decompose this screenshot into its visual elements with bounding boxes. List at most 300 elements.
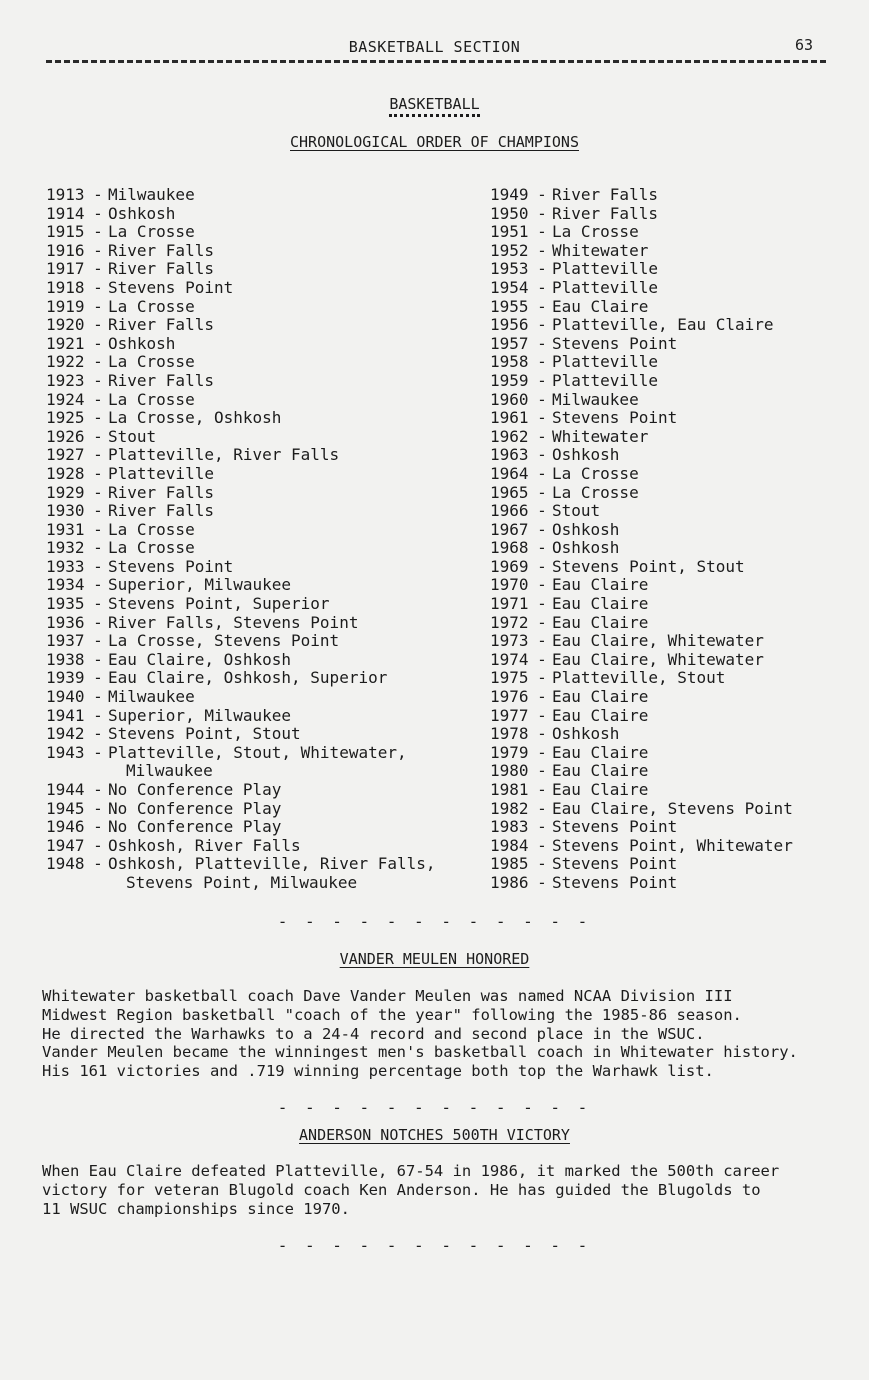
dash-separator: - [537, 835, 547, 855]
champion-entry [46, 391, 436, 410]
dash-separator: - [93, 687, 103, 707]
champion-team: No Conference Play [108, 817, 282, 837]
champion-year: 1947 [46, 835, 85, 855]
dash-separator: - [93, 203, 103, 223]
champion-team: River Falls [108, 259, 214, 279]
champion-entry [490, 205, 793, 224]
dash-separator: - [93, 240, 103, 260]
champion-year: 1929 [46, 482, 85, 502]
champion-year: 1941 [46, 705, 85, 725]
champion-year: 1972 [490, 612, 529, 632]
champion-team: Eau Claire [552, 296, 649, 316]
champion-entry [490, 688, 793, 707]
champion-team: La Crosse [108, 222, 195, 242]
champion-team: Stevens Point [552, 817, 678, 837]
champion-year: 1965 [490, 482, 529, 502]
dash-separator: - [93, 315, 103, 335]
dash-separator: - [93, 463, 103, 483]
champion-entry [46, 651, 436, 670]
champion-team: Platteville [552, 259, 658, 279]
article-heading-anderson [0, 1126, 869, 1144]
champion-team: Stevens Point, Stout [108, 724, 301, 744]
champion-entry [490, 725, 793, 744]
dash-separator: - [93, 780, 103, 799]
champion-team: Platteville, River Falls [108, 445, 340, 465]
champion-entry [490, 521, 793, 540]
champion-entry [490, 409, 793, 428]
champion-entry [490, 744, 793, 763]
champion-year: 1943 [46, 742, 85, 762]
dash-separator: - [93, 185, 103, 204]
dash-separator: - [537, 631, 547, 651]
dash-separator: - [93, 408, 103, 428]
dash-separator: - [93, 519, 103, 539]
champion-team: River Falls [108, 482, 214, 502]
champion-year: 1916 [46, 240, 85, 260]
dash-separator: - [537, 426, 547, 446]
champion-entry [490, 372, 793, 391]
champion-entry [490, 260, 793, 279]
dash-separator: - [537, 240, 547, 260]
champion-year: 1950 [490, 203, 529, 223]
dash-separator: - [537, 705, 547, 725]
champion-team: Eau Claire [552, 761, 649, 781]
dash-separator: - [93, 538, 103, 558]
champion-year: 1964 [490, 463, 529, 483]
champion-entry [46, 688, 436, 707]
champion-team: Stevens Point [552, 333, 678, 353]
dash-separator: - [93, 742, 103, 762]
champion-entry [490, 316, 793, 335]
champion-team-continuation: Stevens Point, Milwaukee [126, 872, 358, 892]
champion-year: 1946 [46, 817, 85, 837]
champion-entry [46, 316, 436, 335]
dash-separator: - [537, 445, 547, 465]
dash-separator: - [537, 724, 547, 744]
champion-team: Platteville [552, 277, 658, 297]
champion-entry [46, 298, 436, 317]
champion-team: Milwaukee [108, 687, 195, 707]
champion-entry [46, 353, 436, 372]
dash-separator: - [537, 333, 547, 353]
champion-entry [46, 446, 436, 465]
champion-entry [490, 298, 793, 317]
champion-entry [46, 707, 436, 726]
champion-team: Stevens Point, Superior [108, 594, 330, 614]
champion-entry [490, 632, 793, 651]
champion-team: Eau Claire, Oshkosh [108, 649, 292, 669]
champion-entry [490, 223, 793, 242]
champion-entry [46, 242, 436, 261]
champion-entry [490, 279, 793, 298]
dash-separator: - [537, 649, 547, 669]
champion-entry [490, 484, 793, 503]
dash-separator: - [537, 352, 547, 372]
dash-separator: - [537, 872, 547, 892]
champion-year: 1925 [46, 408, 85, 428]
champion-year: 1926 [46, 426, 85, 446]
dash-separator: - [537, 538, 547, 558]
champion-team: Oshkosh [552, 538, 620, 558]
champion-year: 1918 [46, 277, 85, 297]
champion-team: Eau Claire, Stevens Point [552, 798, 793, 818]
champion-entry [490, 539, 793, 558]
dash-separator: - [537, 482, 547, 502]
champion-year: 1974 [490, 649, 529, 669]
champion-year: 1968 [490, 538, 529, 558]
champion-team: Oshkosh [108, 203, 176, 223]
dash-separator: - [93, 631, 103, 651]
champion-entry [46, 521, 436, 540]
dash-separator: - [537, 817, 547, 837]
dash-separator: - [537, 408, 547, 428]
champion-team: River Falls [108, 501, 214, 521]
dash-separator: - [537, 687, 547, 707]
dash-separator: - [537, 575, 547, 595]
champion-year: 1944 [46, 780, 85, 799]
list-title: CHRONOLOGICAL ORDER OF CHAMPIONS [290, 133, 579, 151]
dash-separator: - [93, 426, 103, 446]
section-divider: - - - - - - - - - - - - [277, 1236, 592, 1255]
champion-year: 1951 [490, 222, 529, 242]
champion-team: Stevens Point [552, 872, 678, 892]
champion-year: 1952 [490, 240, 529, 260]
champion-entry [46, 558, 436, 577]
champion-team: Oshkosh [552, 724, 620, 744]
champion-year: 1935 [46, 594, 85, 614]
dash-separator: - [537, 556, 547, 576]
dash-separator: - [537, 854, 547, 874]
champion-team: La Crosse [552, 482, 639, 502]
champion-team: La Crosse [108, 538, 195, 558]
page-number: 63 [794, 36, 813, 54]
dash-separator: - [93, 835, 103, 855]
champion-team: Oshkosh [552, 519, 620, 539]
dash-separator: - [93, 296, 103, 316]
champion-entry [490, 837, 793, 856]
champion-team: Platteville, Stout, Whitewater, [108, 742, 407, 762]
champion-team: La Crosse [108, 519, 195, 539]
section-divider: - - - - - - - - - - - - [277, 912, 592, 931]
champion-team-continuation: Milwaukee [126, 761, 213, 781]
champion-team: No Conference Play [108, 798, 282, 818]
section-divider: - - - - - - - - - - - - [277, 1098, 592, 1117]
dash-separator: - [537, 259, 547, 279]
champion-entry [490, 614, 793, 633]
champion-year: 1922 [46, 352, 85, 372]
champion-team: La Crosse [108, 389, 195, 409]
champion-year: 1938 [46, 649, 85, 669]
champion-entry [46, 335, 436, 354]
dash-separator: - [93, 817, 103, 837]
champion-team: Superior, Milwaukee [108, 705, 292, 725]
champion-year: 1940 [46, 687, 85, 707]
champion-entry [490, 855, 793, 874]
champion-year: 1927 [46, 445, 85, 465]
champion-entry [490, 595, 793, 614]
dash-separator: - [537, 798, 547, 818]
champion-entry [490, 558, 793, 577]
champion-entry [46, 800, 436, 819]
champion-year: 1985 [490, 854, 529, 874]
champion-team: Stevens Point [552, 854, 678, 874]
champion-year: 1939 [46, 668, 85, 688]
dash-separator: - [93, 575, 103, 595]
champion-entry [490, 446, 793, 465]
champion-entry [490, 502, 793, 521]
champion-year: 1959 [490, 370, 529, 390]
champion-entry [46, 484, 436, 503]
champion-year: 1933 [46, 556, 85, 576]
champion-year: 1920 [46, 315, 85, 335]
champion-year: 1914 [46, 203, 85, 223]
champion-entry [490, 242, 793, 261]
champion-year: 1923 [46, 370, 85, 390]
champion-year: 1942 [46, 724, 85, 744]
dash-separator: - [537, 315, 547, 335]
champion-year: 1936 [46, 612, 85, 632]
champion-year: 1977 [490, 705, 529, 725]
dash-separator: - [537, 761, 547, 781]
champion-entry [46, 855, 436, 874]
article-heading-vander-meulen [0, 950, 869, 968]
champion-team: River Falls [108, 370, 214, 390]
dash-separator: - [537, 370, 547, 390]
champion-entry [490, 186, 793, 205]
champion-team: La Crosse [108, 296, 195, 316]
champion-team: Platteville [552, 352, 658, 372]
dash-separator: - [537, 668, 547, 688]
dash-separator: - [537, 463, 547, 483]
champion-entry [490, 465, 793, 484]
champion-entry [490, 651, 793, 670]
dash-separator: - [93, 222, 103, 242]
champion-team: La Crosse [552, 222, 639, 242]
champion-entry [490, 669, 793, 688]
champion-entry [490, 353, 793, 372]
champion-year: 1982 [490, 798, 529, 818]
champion-year: 1963 [490, 445, 529, 465]
champion-team: Eau Claire, Whitewater [552, 649, 764, 669]
article-body-anderson: When Eau Claire defeated Platteville, 67-54 in 1986, it marked the 500th career victory for veteran Blugold coach Ken Anderson. He has guided the Blugolds to 11 WSUC championships since 1970. [42, 1162, 780, 1218]
champion-year: 1981 [490, 780, 529, 799]
article-body-vander-meulen: Whitewater basketball coach Dave Vander Meulen was named NCAA Division III Midwest Region basketball "coach of the year" following the 1985-86 season. He directed the Warhawks to a 24-4 record and second place in the WSUC. Vander Meulen became the winningest men's basketball coach in Whitewater history. His 161 victories and .719 winning percentage both top the Warhawk list. [42, 987, 798, 1081]
champion-team: Oshkosh, River Falls [108, 835, 301, 855]
champion-team: Stout [108, 426, 157, 446]
champions-column-left [46, 186, 436, 893]
champion-year: 1954 [490, 277, 529, 297]
champion-team: Platteville, Stout [552, 668, 726, 688]
champion-entry [46, 744, 436, 763]
champion-year: 1970 [490, 575, 529, 595]
champion-year: 1957 [490, 333, 529, 353]
champion-team: Whitewater [552, 240, 649, 260]
champion-team: Stevens Point [552, 408, 678, 428]
champion-team: Platteville [108, 463, 214, 483]
dash-separator: - [93, 724, 103, 744]
champion-year: 1979 [490, 742, 529, 762]
champion-team: Platteville, Eau Claire [552, 315, 774, 335]
champion-team: Stout [552, 501, 601, 521]
champion-entry [490, 707, 793, 726]
champion-team: No Conference Play [108, 780, 282, 799]
champion-year: 1967 [490, 519, 529, 539]
champion-team: La Crosse [552, 463, 639, 483]
champion-year: 1953 [490, 259, 529, 279]
champion-team: Eau Claire [552, 742, 649, 762]
champion-year: 1983 [490, 817, 529, 837]
champion-entry [490, 874, 793, 893]
dash-separator: - [93, 352, 103, 372]
champion-entry [46, 632, 436, 651]
champion-entry [490, 391, 793, 410]
champion-year: 1955 [490, 296, 529, 316]
champion-year: 1919 [46, 296, 85, 316]
sport-heading [0, 95, 869, 117]
champion-entry [46, 465, 436, 484]
champion-entry [490, 762, 793, 781]
champion-entry [46, 186, 436, 205]
champion-entry [46, 818, 436, 837]
champion-team: Milwaukee [108, 185, 195, 204]
champion-entry [46, 223, 436, 242]
dash-separator: - [93, 854, 103, 874]
dash-separator: - [93, 333, 103, 353]
champion-year: 1937 [46, 631, 85, 651]
champion-entry [46, 595, 436, 614]
sport-title: BASKETBALL [389, 95, 479, 117]
champion-team: Milwaukee [552, 389, 639, 409]
champion-year: 1966 [490, 501, 529, 521]
dash-separator: - [93, 556, 103, 576]
champion-team: Stevens Point, Whitewater [552, 835, 793, 855]
article-title: VANDER MEULEN HONORED [339, 950, 530, 968]
dash-separator: - [93, 798, 103, 818]
dash-separator: - [93, 705, 103, 725]
champion-team: Stevens Point [108, 556, 234, 576]
dash-separator: - [93, 482, 103, 502]
champion-year: 1928 [46, 463, 85, 483]
champion-entry [46, 725, 436, 744]
champion-year: 1962 [490, 426, 529, 446]
champion-team: River Falls, Stevens Point [108, 612, 359, 632]
champion-team: River Falls [108, 240, 214, 260]
champion-year: 1934 [46, 575, 85, 595]
section-title: BASKETBALL SECTION [348, 38, 521, 56]
champion-team: Oshkosh, Platteville, River Falls, [108, 854, 436, 874]
champion-entry [46, 372, 436, 391]
champion-entry [46, 669, 436, 688]
dash-separator: - [93, 389, 103, 409]
dash-separator: - [93, 594, 103, 614]
header-rule [46, 60, 826, 63]
dash-separator: - [537, 519, 547, 539]
champion-entry [490, 781, 793, 800]
champion-year: 1945 [46, 798, 85, 818]
champion-year: 1921 [46, 333, 85, 353]
champion-year: 1971 [490, 594, 529, 614]
dash-separator: - [93, 649, 103, 669]
champion-team: Eau Claire [552, 594, 649, 614]
champion-team: La Crosse, Oshkosh [108, 408, 282, 428]
champion-year: 1976 [490, 687, 529, 707]
dash-separator: - [93, 668, 103, 688]
champion-entry [46, 614, 436, 633]
champion-team: Eau Claire, Oshkosh, Superior [108, 668, 388, 688]
champion-team: Whitewater [552, 426, 649, 446]
champion-team: Eau Claire [552, 575, 649, 595]
champion-year: 1973 [490, 631, 529, 651]
dash-separator: - [93, 259, 103, 279]
champion-team: Eau Claire [552, 780, 649, 799]
champion-year: 1915 [46, 222, 85, 242]
dash-separator: - [537, 185, 547, 204]
champion-team: Oshkosh [552, 445, 620, 465]
champion-entry [490, 576, 793, 595]
champion-team: River Falls [552, 203, 658, 223]
champion-entry [46, 260, 436, 279]
champion-entry [46, 781, 436, 800]
champion-year: 1986 [490, 872, 529, 892]
champion-year: 1917 [46, 259, 85, 279]
champion-team: Stevens Point, Stout [552, 556, 745, 576]
champion-year: 1913 [46, 185, 85, 204]
dash-separator: - [537, 222, 547, 242]
champion-team: Eau Claire [552, 687, 649, 707]
champion-year: 1975 [490, 668, 529, 688]
dash-separator: - [93, 277, 103, 297]
champion-year: 1978 [490, 724, 529, 744]
champion-entry [490, 428, 793, 447]
champion-team: La Crosse, Stevens Point [108, 631, 340, 651]
dash-separator: - [93, 612, 103, 632]
dash-separator: - [537, 780, 547, 799]
champion-year: 1980 [490, 761, 529, 781]
champion-team: Platteville [552, 370, 658, 390]
dash-separator: - [537, 203, 547, 223]
champion-entry [46, 837, 436, 856]
champion-entry [46, 279, 436, 298]
champion-entry [46, 502, 436, 521]
champion-team: Superior, Milwaukee [108, 575, 292, 595]
champion-team: River Falls [552, 185, 658, 204]
champion-year: 1960 [490, 389, 529, 409]
champion-team: Eau Claire, Whitewater [552, 631, 764, 651]
champion-team: Stevens Point [108, 277, 234, 297]
list-heading [0, 133, 869, 151]
article-title: ANDERSON NOTCHES 500TH VICTORY [299, 1126, 570, 1144]
champion-year: 1931 [46, 519, 85, 539]
dash-separator: - [93, 445, 103, 465]
champion-team: Oshkosh [108, 333, 176, 353]
champion-team: La Crosse [108, 352, 195, 372]
dash-separator: - [537, 594, 547, 614]
champions-column-right [490, 186, 793, 893]
champion-year: 1924 [46, 389, 85, 409]
champion-year: 1958 [490, 352, 529, 372]
dash-separator: - [93, 370, 103, 390]
champion-team: River Falls [108, 315, 214, 335]
dash-separator: - [537, 296, 547, 316]
champion-entry [46, 205, 436, 224]
dash-separator: - [537, 742, 547, 762]
dash-separator: - [537, 389, 547, 409]
champion-year: 1949 [490, 185, 529, 204]
champion-entry [46, 539, 436, 558]
dash-separator: - [537, 277, 547, 297]
champion-year: 1969 [490, 556, 529, 576]
champion-team: Eau Claire [552, 612, 649, 632]
